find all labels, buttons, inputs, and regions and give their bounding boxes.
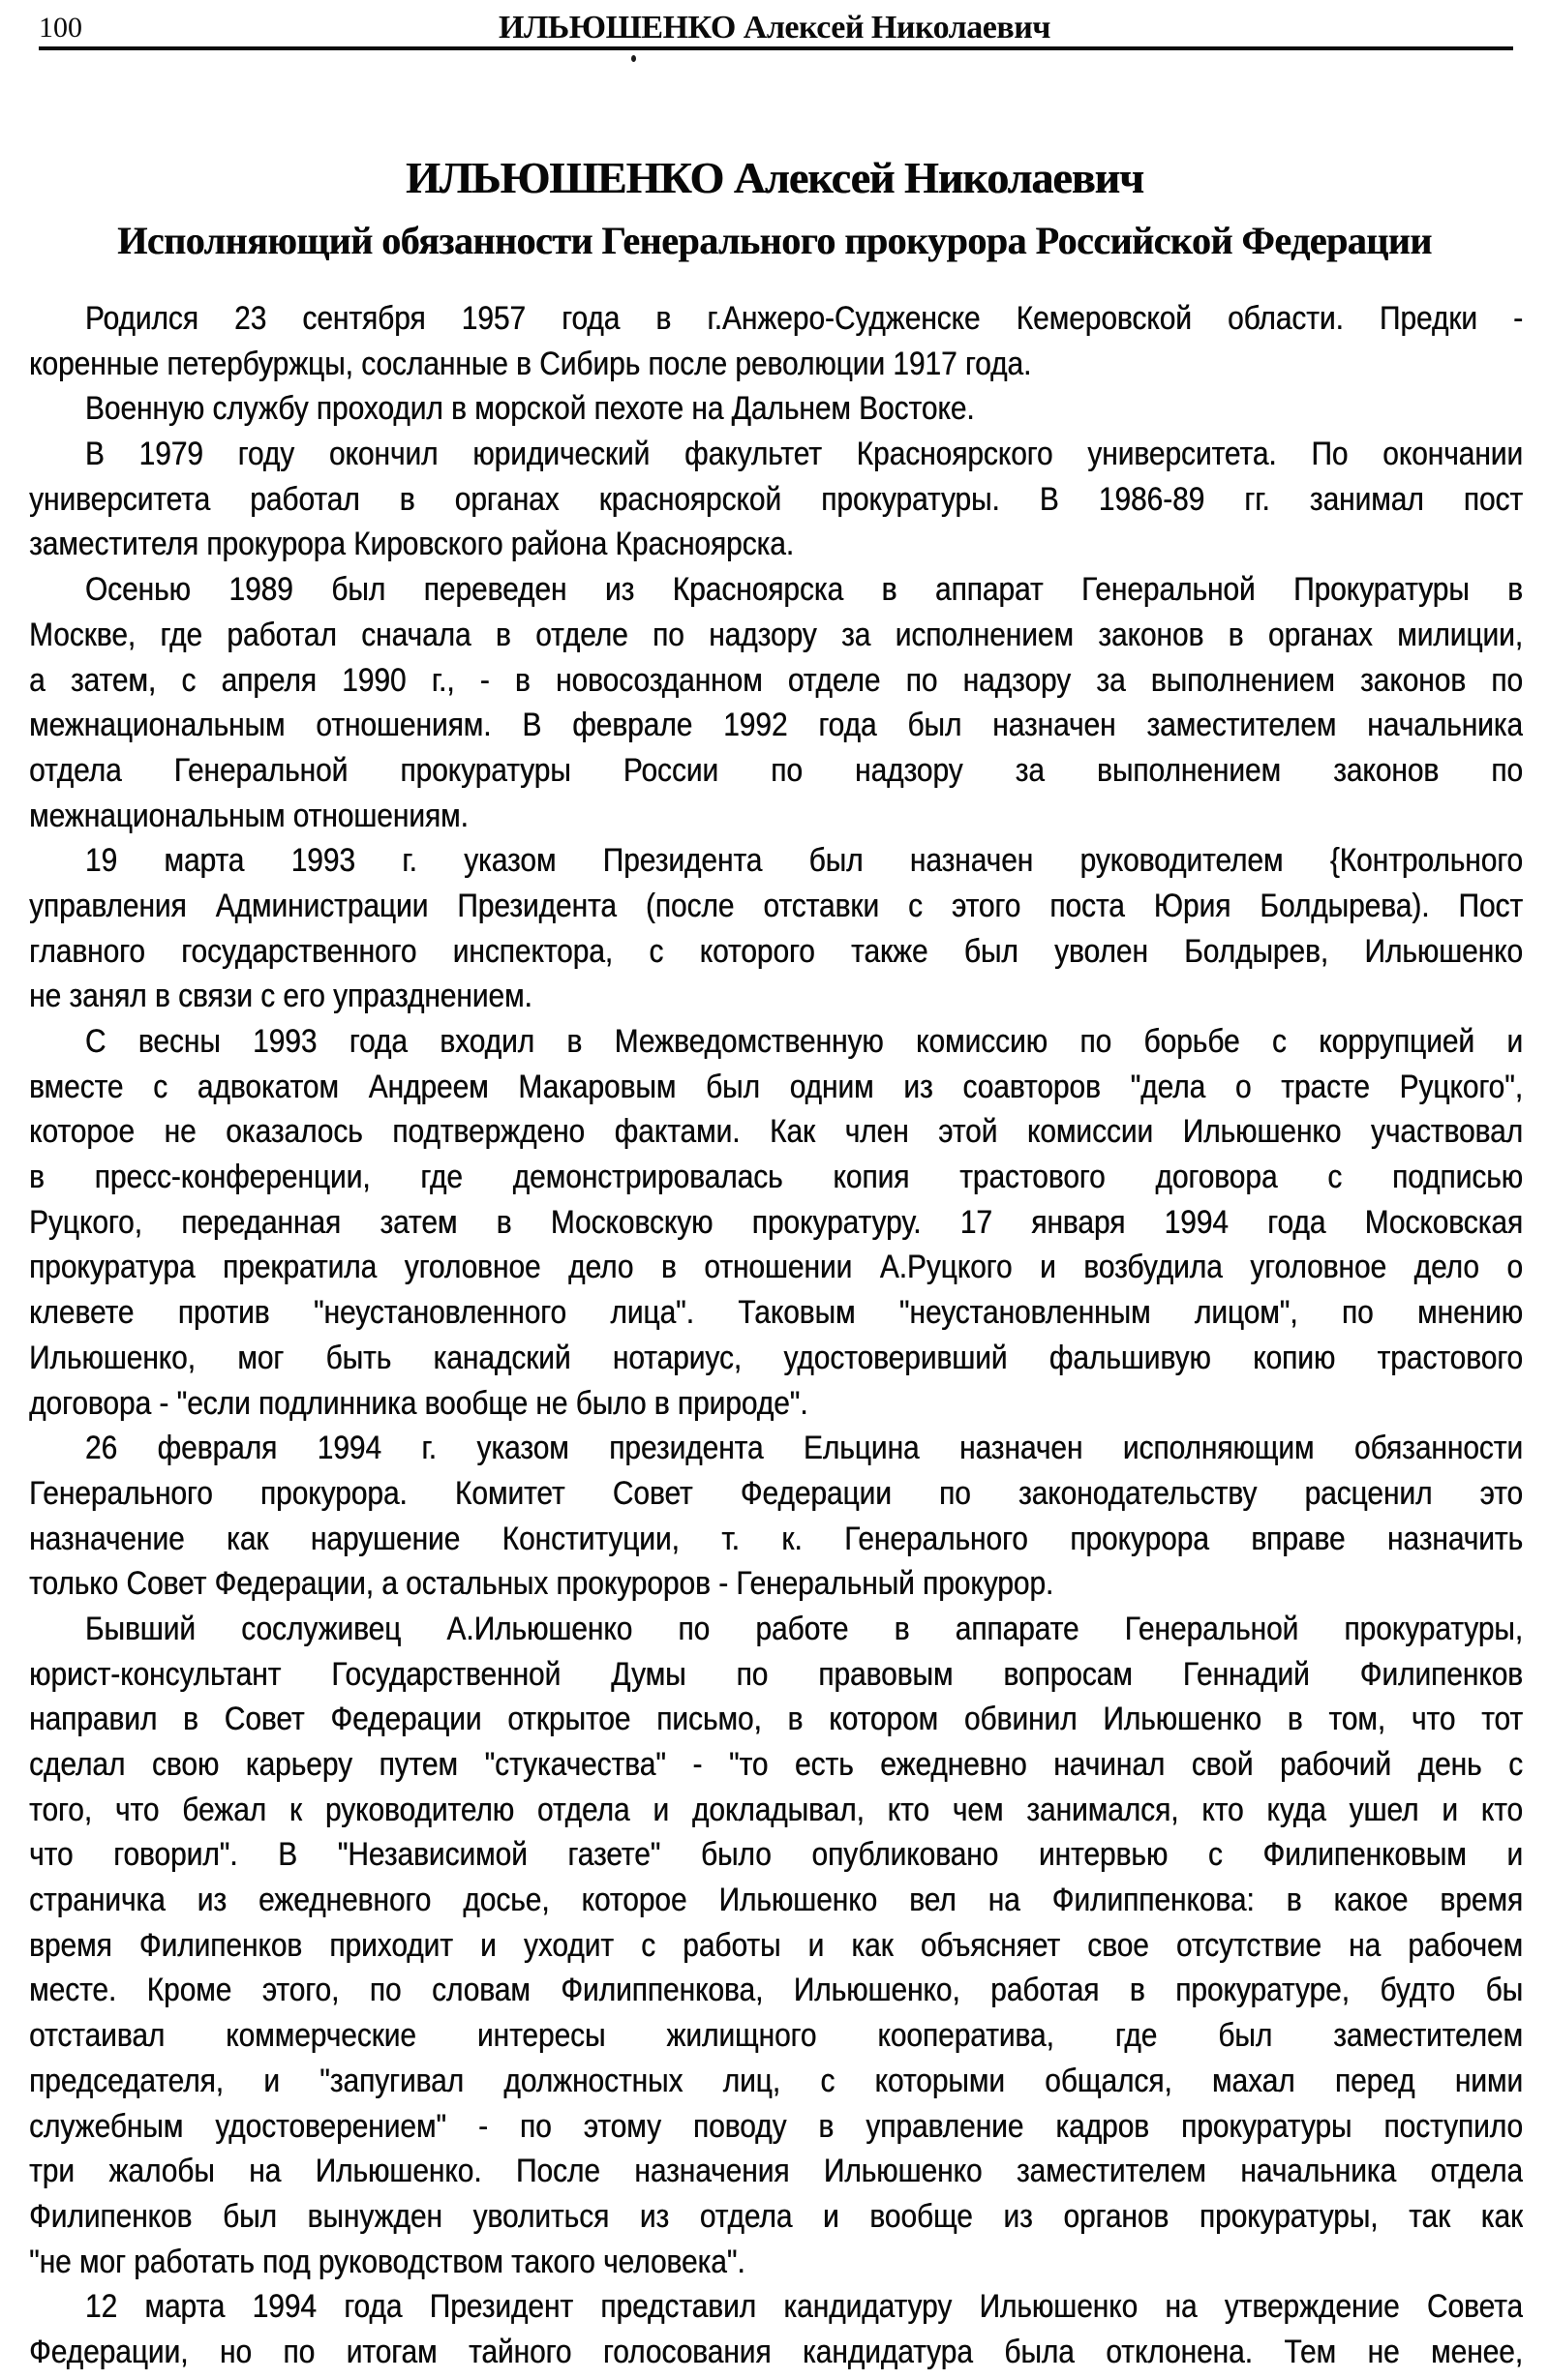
text-line: С весны 1993 года входил в Межведомственную комиссию по борьбе с коррупцией и	[84, 1023, 1523, 1060]
text-line: межнациональным отношениям.	[29, 797, 469, 834]
article-title: ИЛЬЮШЕНКО Алексей Николаевич	[405, 153, 1144, 202]
header-rule	[39, 46, 1513, 50]
text-line: главного государственного инспектора, с которого также был уволен Болдырев, Ильюшенко	[29, 932, 1523, 970]
text-line: только Совет Федерации, а остальных прокуроров - Генеральный прокурор.	[29, 1565, 1054, 1603]
text-line: Федерации, но по итогам тайного голосования кандидатура была отклонена. Тем не менее,	[29, 2333, 1523, 2370]
text-line: университета работал в органах красноярской прокуратуры. В 1986-89 гг. занимал пост	[29, 480, 1523, 518]
text-line: 12 марта 1994 года Президент представил кандидатуру Ильюшенко на утверждение Совета	[84, 2288, 1523, 2326]
text-line: 19 марта 1993 г. указом Президента был назначен руководителем {Контрольного	[84, 842, 1523, 880]
paragraph	[29, 1607, 1523, 2284]
running-header-title: ИЛЬЮШЕНКО Алексей Николаевич	[499, 10, 1050, 45]
scan-artifact-dot	[631, 55, 636, 62]
page-number: 100	[39, 12, 82, 44]
text-line: "не мог работать под руководством такого человека".	[29, 2243, 745, 2280]
text-line: заместителя прокурора Кировского района Красноярска.	[29, 526, 795, 563]
text-line: время Филипенков приходит и уходит с работы и как объясняет свое отсутствие на рабочем	[29, 1926, 1523, 1964]
text-line: три жалобы на Ильюшенко. После назначения Ильюшенко заместителем начальника отдела	[29, 2153, 1523, 2190]
text-line: юрист-консультант Государственной Думы по правовым вопросам Геннадий Филипенков	[29, 1655, 1523, 1693]
text-line: Ильюшенко, мог быть канадский нотариус, удостоверивший фальшивую копию трастового	[29, 1339, 1523, 1376]
text-line: Осенью 1989 был переведен из Красноярска в аппарат Генеральной Прокуратуры в	[84, 571, 1523, 609]
text-line: отдела Генеральной прокуратуры России по надзору за выполнением законов по	[29, 751, 1523, 789]
text-line: а затем, с апреля 1990 г., - в новосозданном отделе по надзору за выполнением законов по	[29, 661, 1523, 699]
text-line: которое не оказалось подтверждено фактами. Как член этой комиссии Ильюшенко участвовал	[29, 1113, 1523, 1151]
text-line: назначение как нарушение Конституции, т. к. Генерального прокурора вправе назначить	[29, 1520, 1523, 1557]
text-line: Руцкого, переданная затем в Московскую прокуратуру. 17 января 1994 года Московская	[29, 1203, 1523, 1241]
text-line: клевете против "неустановленного лица". Таковым "неустановленным лицом", по мнению	[29, 1294, 1523, 1332]
text-line: Москве, где работал сначала в отделе по надзору за исполнением законов в органах милиции,	[29, 616, 1523, 653]
text-line: служебным удостоверением" - по этому поводу в управление кадров прокуратуры поступило	[29, 2107, 1523, 2145]
text-line: направил в Совет Федерации открытое письмо, в котором обвинил Ильюшенко в том, что тот	[29, 1701, 1523, 1738]
paragraph	[29, 1426, 1523, 1607]
text-line: Генерального прокурора. Комитет Совет Федерации по законодательству расценил это	[29, 1474, 1523, 1512]
paragraph	[29, 567, 1523, 838]
text-line: Бывший сослуживец А.Ильюшенко по работе в аппарате Генеральной прокуратуры,	[84, 1610, 1523, 1647]
text-line: отстаивал коммерческие интересы жилищного кооператива, где был заместителем	[29, 2017, 1523, 2055]
text-line: сделал свою карьеру путем "стукачества" - "то есть ежедневно начинал свой рабочий день с	[29, 1746, 1523, 1783]
text-line: не занял в связи с его упразднением.	[29, 978, 532, 1015]
text-line: что говорил". В "Независимой газете" было опубликовано интервью с Филипенковым и	[29, 1836, 1523, 1874]
text-line: в пресс-конференции, где демонстрировалась копия трастового договора с подписью	[29, 1159, 1523, 1196]
paragraph	[29, 1019, 1523, 1426]
text-line: договора - "если подлинника вообще не было в природе".	[29, 1384, 808, 1422]
text-line: прокуратура прекратила уголовное дело в отношении А.Руцкого и возбудила уголовное дело о	[29, 1249, 1523, 1286]
paragraph	[29, 432, 1523, 567]
text-line: 26 февраля 1994 г. указом президента Ельцина назначен исполняющим обязанности	[84, 1430, 1523, 1467]
text-line: Родился 23 сентября 1957 года в г.Анжеро-Судженске Кемеровской области. Предки -	[84, 300, 1523, 337]
article-body	[29, 296, 1523, 2375]
paragraph	[29, 386, 1523, 432]
text-line: месте. Кроме этого, по словам Филиппенкова, Ильюшенко, работая в прокуратуре, будто бы	[29, 1972, 1523, 2009]
text-line: коренные петербуржцы, сосланные в Сибирь после революции 1917 года.	[29, 345, 1032, 382]
paragraph	[29, 2284, 1523, 2374]
text-line: В 1979 году окончил юридический факультет Красноярского университета. По окончании	[84, 436, 1523, 473]
text-line: председателя, и "запугивал должностных лиц, с которыми общался, махал перед ними	[29, 2062, 1523, 2099]
text-line: Филипенков был вынужден уволиться из отдела и вообще из органов прокуратуры, так как	[29, 2197, 1523, 2235]
text-line: Военную службу проходил в морской пехоте на Дальнем Востоке.	[84, 390, 975, 428]
paragraph	[29, 296, 1523, 386]
text-line: управления Администрации Президента (после отставки с этого поста Юрия Болдырева). Пост	[29, 887, 1523, 924]
article-subtitle: Исполняющий обязанности Генерального прокурора Российской Федерации	[117, 219, 1432, 262]
text-line: того, что бежал к руководителю отдела и докладывал, кто чем занимался, кто куда ушел и кто	[29, 1791, 1523, 1828]
text-line: межнациональным отношениям. В феврале 1992 года был назначен заместителем начальника	[29, 707, 1523, 744]
text-line: вместе с адвокатом Андреем Макаровым был одним из соавторов "дела о трасте Руцкого",	[29, 1068, 1523, 1105]
paragraph	[29, 838, 1523, 1019]
text-line: страничка из ежедневного досье, которое Ильюшенко вел на Филиппенкова: в какое время	[29, 1882, 1523, 1919]
